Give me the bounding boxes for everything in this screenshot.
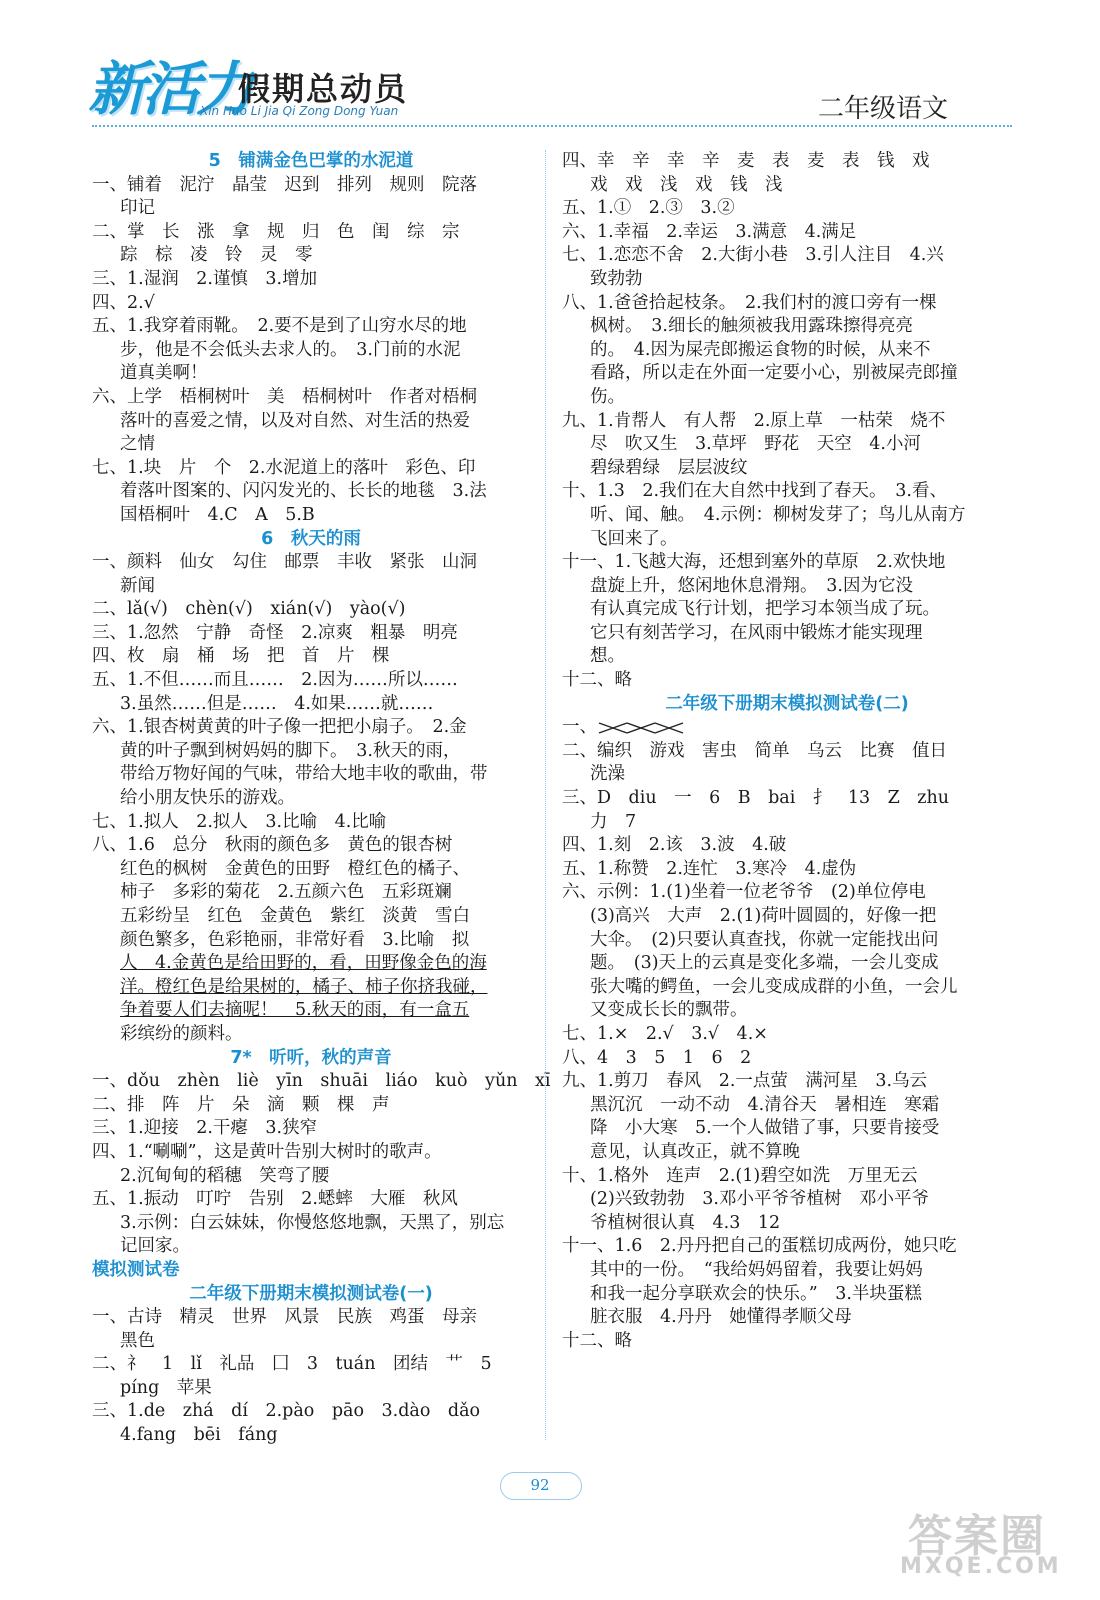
watermark-logo: 答案圈	[908, 1511, 1046, 1562]
page-number	[500, 1468, 580, 1502]
section-heading: 7* 听听，秋的声音	[230, 1047, 392, 1068]
answer-line: 柿子 多彩的菊花 2.五颜六色 五彩斑斓	[120, 882, 452, 903]
answer-line: 力 7	[590, 811, 637, 832]
answer-column-right	[562, 150, 1012, 1353]
watermark-url: MXQE.COM	[900, 1554, 1062, 1579]
answer-line: 又变成长长的飘带。	[590, 1000, 748, 1021]
answer-line: 五、1.我穿着雨靴。 2.要不是到了山穷水尽的地	[92, 316, 467, 337]
answer-line: 九、1.剪刀 春风 2.一点萤 满河星 3.乌云	[562, 1071, 928, 1092]
answer-line: 盘旋上升，悠闲地休息滑翔。 3.因为它没	[590, 575, 913, 596]
answer-line: 八、1.6 总分 秋雨的颜色多 黄色的银杏树	[92, 835, 453, 856]
answer-line: 题。 (3)天上的云真是变化多端，一会儿变成	[590, 953, 939, 974]
answer-line: 给小朋友快乐的游戏。	[120, 788, 295, 809]
answer-line: 3.虽然……但是…… 4.如果……就……	[120, 693, 434, 714]
answer-line: 记回家。	[120, 1236, 190, 1257]
answer-line: 大伞。 (2)只要认真查找，你就一定能找出问	[590, 929, 939, 950]
answer-line: píng 苹果	[120, 1377, 212, 1398]
answer-line: 五、1.振动 叮咛 告别 2.蟋蟀 大雁 秋风	[92, 1189, 458, 1210]
answer-line: 五彩纷呈 红色 金黄色 紫红 淡黄 雪白	[120, 906, 470, 926]
answer-line: 国梧桐叶 4.C A 5.B	[120, 504, 315, 525]
page-number-text: 92	[530, 1476, 550, 1494]
answer-line: 十、1.3 2.我们在大自然中找到了春天。 3.看、	[562, 481, 947, 502]
header-divider	[92, 125, 1012, 127]
answer-line: 张大嘴的鳄鱼，一会儿变成成群的小鱼，一会儿	[590, 976, 958, 997]
answer-line: 飞回来了。	[590, 528, 678, 549]
answer-line: 踪 棕 凌 铃 灵 零	[120, 245, 313, 266]
answer-line: 的。 4.因为屎壳郎搬运食物的时候，从来不	[590, 339, 931, 360]
answer-line: 红色的枫树 金黄色的田野 橙红色的橘子、	[120, 858, 470, 879]
answer-line: 二、礻 1 lǐ 礼品 囗 3 tuán 团结 艹 5	[92, 1354, 492, 1375]
matching-lines-icon	[597, 719, 687, 737]
answer-line: 尽 吹又生 3.草坪 野花 天空 4.小河	[590, 434, 921, 455]
logo-pinyin: Xin Huo Li Jia Qi Zong Dong Yuan	[200, 104, 399, 118]
answer-line: 十二、略	[562, 1330, 632, 1351]
answer-line: 十二、略	[562, 670, 632, 691]
answer-line: 四、枚 扇 桶 场 把 首 片 棵	[92, 646, 390, 667]
answer-line: 新闻	[120, 575, 155, 596]
logo-title: 假期总动员	[238, 70, 409, 108]
answer-line: 二、lǎ(√) chèn(√) xián(√) yào(√)	[92, 599, 406, 620]
answer-line: 三、1.迎接 2.干瘪 3.狭窄	[92, 1118, 318, 1139]
watermark	[900, 1500, 1090, 1590]
answer-line: 四、1.刻 2.该 3.波 4.破	[562, 835, 787, 856]
answer-line: 一、颜料 仙女 勾住 邮票 丰收 紧张 山洞	[92, 552, 477, 573]
answer-line: 人 4.金黄色是给田野的，看，田野像金色的海	[120, 953, 487, 974]
answer-line: 三、1.忽然 宁静 奇怪 2.凉爽 粗暴 明亮	[92, 622, 458, 643]
answer-line: 五、1.不但……而且…… 2.因为……所以……	[92, 670, 458, 691]
answer-line: 有认真完成飞行计划，把学习本领当成了玩。	[590, 599, 940, 620]
answer-line: 一、dǒu zhèn liè yīn shuāi liáo kuò yǔn xī	[92, 1071, 551, 1092]
answer-line: 带给万物好闻的气味，带给大地丰收的歌曲，带	[120, 764, 488, 785]
answer-line: 枫树。 3.细长的触须被我用露珠擦得亮亮	[590, 316, 913, 337]
answer-line: 之情	[120, 434, 155, 455]
answer-line: 三、D diu 一 6 B bai 扌 13 Z zhu	[562, 788, 950, 809]
answer-line: 二、掌 长 涨 拿 规 归 色 闺 综 宗	[92, 221, 460, 242]
logo-brand: 新活力	[88, 55, 251, 123]
answer-line: 和我一起分享联欢会的快乐。” 3.半块蛋糕	[590, 1283, 922, 1304]
answer-line: 八、4 3 5 1 6 2	[562, 1047, 752, 1068]
answer-line: 黄的叶子飘到树妈妈的脚下。 3.秋天的雨，	[120, 740, 461, 761]
answer-line: 降 小大寒 5.一个人做错了事，只要肯接受	[590, 1118, 940, 1139]
answer-line: 五、1.称赞 2.连忙 3.寒冷 4.虚伪	[562, 858, 857, 879]
answer-line: 脏衣服 4.丹丹 她懂得孝顺父母	[590, 1307, 852, 1328]
answer-line: 四、2.√	[92, 292, 155, 313]
answer-line: 七、1.块 片 个 2.水泥道上的落叶 彩色、印	[92, 457, 476, 478]
answer-line: 争着要人们去摘呢！ 5.秋天的雨，有一盒五	[120, 1000, 470, 1021]
answer-line: 一、古诗 精灵 世界 风景 民族 鸡蛋 母亲	[92, 1307, 477, 1328]
answer-line	[562, 716, 1012, 740]
answer-line: 六、1.银杏树黄黄的叶子像一把把小扇子。 2.金	[92, 717, 467, 738]
answer-line: 洗澡	[590, 764, 625, 785]
section-heading: 6 秋天的雨	[261, 528, 361, 549]
answer-line: 它只有刻苦学习，在风雨中锻炼才能实现理	[590, 622, 923, 643]
answer-label: 一、	[562, 717, 597, 738]
answer-line: 颜色繁多，色彩艳丽，非常好看 3.比喻 拟	[120, 929, 470, 950]
answer-line: 伤。	[590, 386, 625, 407]
answer-line: 四、1.“唰唰”，这是黄叶告别大树时的歌声。	[92, 1141, 442, 1162]
answer-line: 戏 戏 浅 戏 钱 浅	[590, 174, 783, 195]
answer-line: 3.示例：白云妹妹，你慢悠悠地飘，天黑了，别忘	[120, 1212, 505, 1233]
answer-line: 三、1.de zhá dí 2.pào pāo 3.dào dǎo	[92, 1401, 481, 1422]
answer-line: 十一、1.飞越大海，还想到塞外的草原 2.欢快地	[562, 552, 946, 573]
answer-line: 八、1.爸爸拾起枝条。 2.我们村的渡口旁有一棵	[562, 292, 937, 313]
section-heading: 5 铺满金色巴掌的水泥道	[208, 151, 414, 171]
answer-line: 2.沉甸甸的稻穗 笑弯了腰	[120, 1165, 330, 1186]
answer-line: 碧绿碧绿 层层波纹	[590, 457, 748, 478]
answer-line: 爷植树很认真 4.3 12	[590, 1212, 781, 1233]
answer-line: 七、1.× 2.√ 3.√ 4.×	[562, 1023, 768, 1044]
answer-line: 黑色	[120, 1330, 155, 1351]
answer-column-left	[92, 150, 551, 1448]
answer-line: 彩缤纷的颜料。	[120, 1023, 243, 1044]
answer-line: 六、上学 梧桐树叶 美 梧桐树叶 作者对梧桐	[92, 386, 477, 407]
page-number-ornament	[500, 1472, 582, 1500]
answer-line: 四、幸 辛 幸 辛 麦 表 麦 表 钱 戏	[562, 151, 930, 171]
answer-line: (3)高兴 大声 2.(1)荷叶圆圆的，好像一把	[590, 906, 937, 926]
answer-line: 其中的一份。 “我给妈妈留着，我要让妈妈	[590, 1259, 923, 1280]
answer-line: 看路，所以走在外面一定要小心，别被屎壳郎撞	[590, 363, 958, 384]
answer-line: 三、1.湿润 2.谨慎 3.增加	[92, 268, 318, 289]
section-heading: 二年级下册期末模拟测试卷(二)	[665, 693, 909, 714]
answer-line: 洋。橙红色是给果树的，橘子、柿子你挤我碰，	[120, 976, 488, 997]
section-heading: 模拟测试卷	[92, 1259, 180, 1280]
answer-line: 二、排 阵 片 朵 滴 颗 棵 声	[92, 1094, 390, 1115]
answer-line: 意见，认真改正，就不算晚	[590, 1141, 800, 1162]
answer-line: 着落叶图案的、闪闪发光的、长长的地毯 3.法	[120, 481, 487, 502]
grade-subject: 二年级语文	[818, 94, 949, 124]
answer-line: 六、示例：1.(1)坐着一位老爷爷 (2)单位停电	[562, 882, 926, 903]
answer-line: 致勃勃	[590, 268, 643, 289]
answer-line: 4.fang bēi fáng	[120, 1425, 278, 1446]
column-divider	[545, 150, 546, 1440]
answer-line: 五、1.① 2.③ 3.②	[562, 198, 735, 219]
answer-line: (2)兴致勃勃 3.邓小平爷爷植树 邓小平爷	[590, 1189, 929, 1210]
section-heading: 二年级下册期末模拟测试卷(一)	[189, 1283, 433, 1304]
page-header	[0, 0, 1100, 140]
answer-line: 七、1.拟人 2.拟人 3.比喻 4.比喻	[92, 811, 387, 832]
answer-line: 印记	[120, 198, 155, 219]
answer-line: 听、闻、触。 4.示例：柳树发芽了；鸟儿从南方	[590, 504, 966, 525]
answer-line: 步，他是不会低头去求人的。 3.门前的水泥	[120, 339, 461, 360]
answer-line: 道真美啊！	[120, 363, 208, 384]
answer-line: 七、1.恋恋不舍 2.大街小巷 3.引人注目 4.兴	[562, 245, 944, 266]
answer-line: 一、铺着 泥泞 晶莹 迟到 排列 规则 院落	[92, 174, 477, 195]
answer-line: 十一、1.6 2.丹丹把自己的蛋糕切成两份，她只吃	[562, 1236, 957, 1257]
answer-line: 落叶的喜爱之情，以及对自然、对生活的热爱	[120, 410, 470, 431]
answer-line: 六、1.幸福 2.幸运 3.满意 4.满足	[562, 221, 857, 242]
answer-line: 黑沉沉 一动不动 4.清谷天 暑相连 寒霜	[590, 1094, 940, 1115]
answer-line: 十、1.格外 连声 2.(1)碧空如洗 万里无云	[562, 1165, 918, 1186]
answer-line: 二、编织 游戏 害虫 简单 乌云 比赛 值日	[562, 740, 947, 761]
answer-line: 九、1.肯帮人 有人帮 2.原上草 一枯荣 烧不	[562, 410, 946, 431]
answer-line: 想。	[590, 646, 625, 667]
